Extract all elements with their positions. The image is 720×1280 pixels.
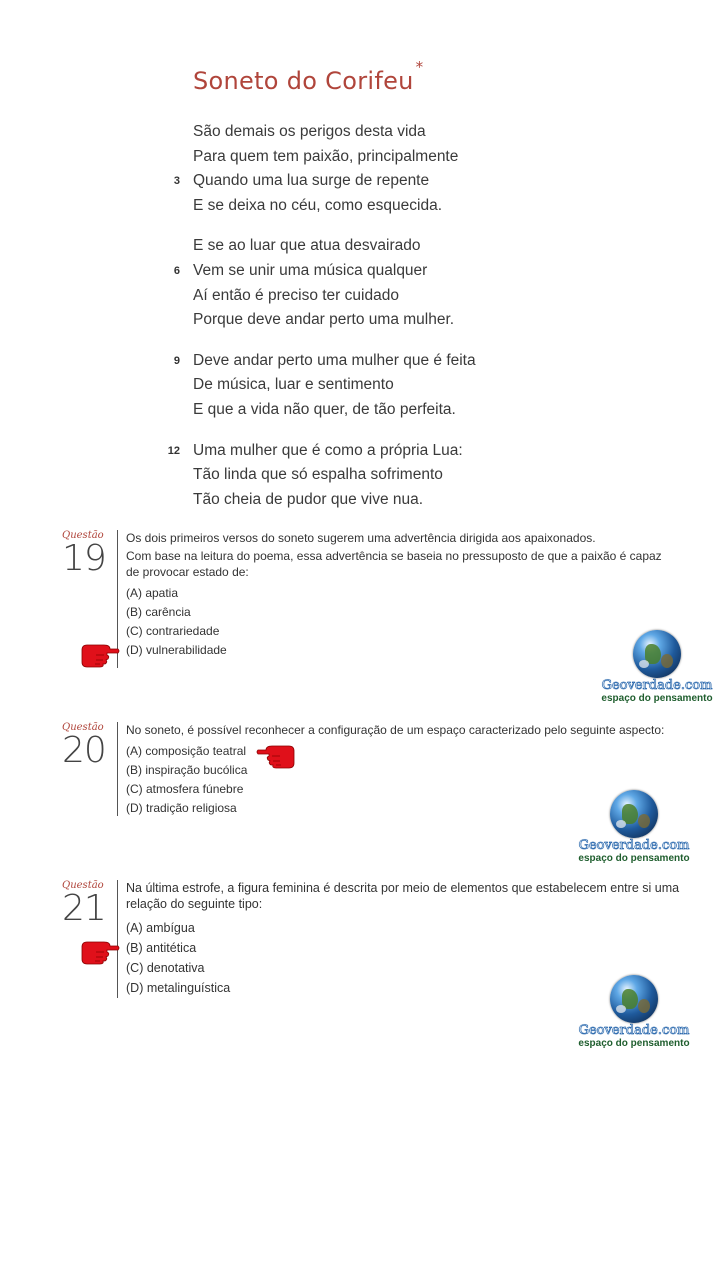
poem-title-text: Soneto do Corifeu — [193, 67, 414, 95]
verse-line — [140, 284, 560, 309]
verse-line — [140, 463, 560, 488]
verse-text: De música, luar e sentimento — [193, 376, 394, 394]
verse-text: Porque deve andar perto uma mulher. — [193, 311, 455, 329]
verse-line — [140, 439, 560, 464]
verse-text: São demais os perigos desta vida — [193, 123, 426, 140]
verse-text: Quando uma lua surge de repente — [193, 172, 430, 190]
answer-option-d[interactable]: (D) vulnerabilidade — [126, 643, 227, 657]
verse-text: E que a vida não quer, de tão perfeita. — [193, 400, 456, 418]
question-header — [62, 722, 112, 769]
verse-text: Uma mulher que é como a própria Lua: — [193, 441, 463, 459]
answer-option-b[interactable]: (B) inspiração bucólica — [126, 763, 248, 777]
verse-text: Aí então é preciso ter cuidado — [193, 286, 399, 304]
watermark-logo — [597, 630, 717, 710]
verse-line — [140, 488, 560, 513]
verse-line — [140, 234, 560, 259]
verse-line — [140, 145, 560, 170]
watermark-logo — [574, 790, 694, 870]
verse-text: Tão cheia de pudor que vive nua. — [193, 490, 424, 508]
answer-option-a[interactable]: (A) ambígua — [126, 921, 195, 935]
verse-line — [140, 120, 560, 145]
verse-line — [140, 308, 560, 333]
answer-option-c[interactable]: (C) denotativa — [126, 961, 205, 975]
pointing-hand-left-icon — [256, 742, 296, 770]
verse-line — [140, 398, 560, 423]
answer-option-d[interactable]: (D) tradição religiosa — [126, 801, 237, 815]
answer-option-d[interactable]: (D) metalinguística — [126, 981, 231, 995]
watermark-name: Geoverdade.com — [578, 1023, 690, 1038]
stanza — [140, 349, 560, 423]
question-label: Questão — [62, 722, 104, 733]
answer-option-a[interactable]: (A) composição teatral — [126, 744, 247, 758]
verse-text: E se deixa no céu, como esquecida. — [193, 196, 443, 214]
watermark-tagline: espaço do pensamento — [601, 693, 713, 704]
watermark-tagline: espaço do pensamento — [578, 853, 690, 864]
answer-option-c[interactable]: (C) atmosfera fúnebre — [126, 782, 244, 796]
question-divider — [117, 722, 118, 816]
question-label: Questão — [62, 530, 104, 541]
stanza — [140, 120, 560, 218]
question-number: 20 — [62, 730, 106, 771]
verse-line — [140, 169, 560, 194]
earth-globe-icon — [610, 790, 658, 838]
line-number: 6 — [173, 264, 180, 277]
poem-title — [193, 58, 424, 95]
watermark-name: Geoverdade.com — [601, 678, 713, 693]
stanza — [140, 439, 560, 513]
earth-globe-icon — [610, 975, 658, 1023]
verse-text: Para quem tem paixão, principalmente — [193, 147, 459, 165]
verse-line — [140, 194, 560, 219]
question-text: Com base na leitura do poema, essa advertência se baseia no pressuposto de que a paixão é capaz de provocar estado de: — [126, 549, 662, 579]
question-header — [62, 880, 112, 927]
verse-text: Tão linda que só espalha sofrimento — [193, 466, 443, 484]
question-number: 19 — [62, 538, 106, 579]
verse-line — [140, 373, 560, 398]
question-text: No soneto, é possível reconhecer a configuração de um espaço caracterizado pelo seguinte aspecto: — [126, 723, 665, 737]
pointing-hand-right-icon — [80, 938, 120, 966]
watermark-logo — [574, 975, 694, 1055]
verse-line — [140, 349, 560, 374]
answer-option-a[interactable]: (A) apatia — [126, 586, 179, 600]
line-number: 12 — [167, 444, 180, 457]
earth-globe-icon — [633, 630, 681, 678]
question-header — [62, 530, 112, 577]
line-number: 3 — [173, 175, 180, 188]
verse-text: Vem se unir uma música qualquer — [193, 261, 428, 279]
question-label: Questão — [62, 880, 104, 891]
answer-option-b[interactable]: (B) carência — [126, 605, 191, 619]
stanza — [140, 234, 560, 332]
question-text: Na última estrofe, a figura feminina é descrita por meio de elementos que estabelecem entre si uma relação do seguinte tipo: — [126, 881, 680, 911]
footnote-mark: * — [415, 58, 424, 76]
line-number: 9 — [173, 354, 180, 367]
answer-option-b[interactable]: (B) antitética — [126, 941, 197, 955]
pointing-hand-right-icon — [80, 641, 120, 669]
question-number: 21 — [62, 888, 106, 929]
verse-line — [140, 259, 560, 284]
verse-text: E se ao luar que atua desvairado — [193, 237, 421, 255]
question-text: Os dois primeiros versos do soneto sugerem uma advertência dirigida aos apaixonados. — [126, 531, 596, 545]
watermark-name: Geoverdade.com — [578, 838, 690, 853]
watermark-tagline: espaço do pensamento — [578, 1038, 690, 1049]
poem — [140, 120, 560, 528]
verse-text: Deve andar perto uma mulher que é feita — [193, 351, 476, 369]
answer-option-c[interactable]: (C) contrariedade — [126, 624, 220, 638]
